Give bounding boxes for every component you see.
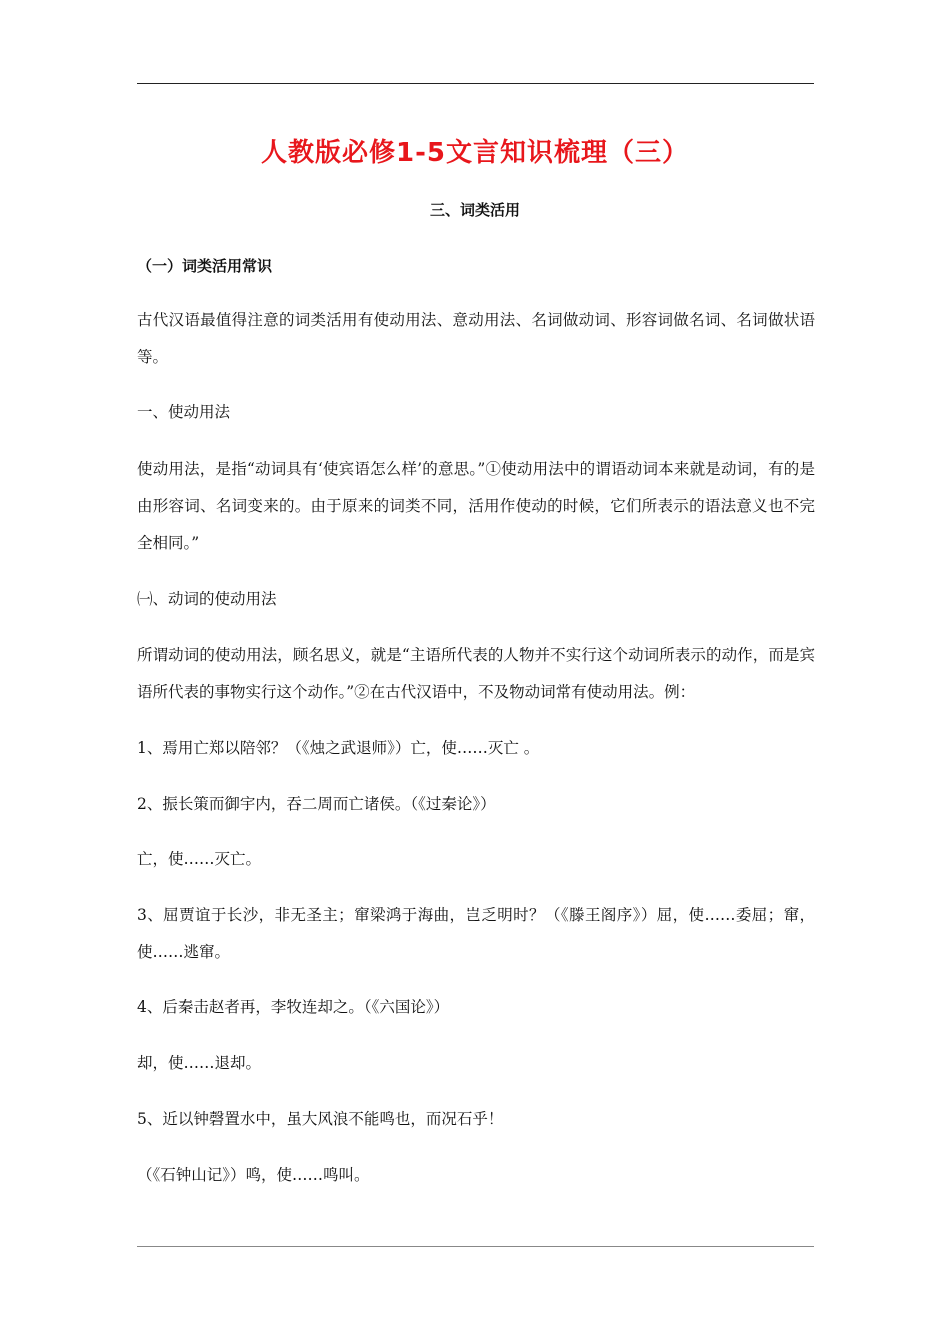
definition-paragraph: 使动用法，是指“动词具有‘使宾语怎么样’的意思。”①使动用法中的谓语动词本来就是动词，有的是由形容词、名词变来的。由于原来的词类不同，活用作使动的时候，它们所表示的语法意义也不完全相同。” bbox=[137, 460, 815, 552]
example-3: 3、屈贾谊于长沙，非无圣主；窜梁鸿于海曲，岂乏明时？（《滕王阁序》）屈，使……委屈；窜，使……逃窜。 bbox=[137, 906, 815, 961]
heading-causative: 一、使动用法 bbox=[137, 403, 231, 421]
heading-verb-causative: ㈠、动词的使动用法 bbox=[137, 590, 277, 608]
example-4: 4、后秦击赵者再，李牧连却之。（《六国论》） bbox=[137, 998, 450, 1016]
example-1: 1、焉用亡郑以陪邻？（《烛之武退师》）亡，使……灭亡 。 bbox=[137, 739, 540, 757]
example-2: 2、振长策而御宇内，吞二周而亡诸侯。（《过秦论》） bbox=[137, 795, 496, 813]
section-heading: 三、词类活用 bbox=[429, 201, 520, 219]
subsection-heading: （一）词类活用常识 bbox=[137, 257, 273, 275]
example-2-note: 亡，使……灭亡。 bbox=[137, 850, 262, 868]
intro-paragraph: 古代汉语最值得注意的词类活用有使动用法、意动用法、名词做动词、形容词做名词、名词做状语等。 bbox=[137, 311, 815, 366]
example-5: 5、近以钟磬置水中，虽大风浪不能鸣也，而况石乎！ bbox=[137, 1110, 504, 1128]
page-title: 人教版必修1-5文言知识梳理（三） bbox=[261, 138, 689, 168]
example-5-note: （《石钟山记》）鸣，使……鸣叫。 bbox=[137, 1166, 370, 1184]
example-4-note: 却，使……退却。 bbox=[137, 1054, 262, 1072]
footer-rule bbox=[137, 1246, 814, 1247]
verb-causative-paragraph: 所谓动词的使动用法，顾名思义，就是“主语所代表的人物并不实行这个动词所表示的动作，而是宾语所代表的事物实行这个动作。”②在古代汉语中，不及物动词常有使动用法。例： bbox=[137, 646, 815, 701]
header-rule bbox=[137, 83, 814, 84]
